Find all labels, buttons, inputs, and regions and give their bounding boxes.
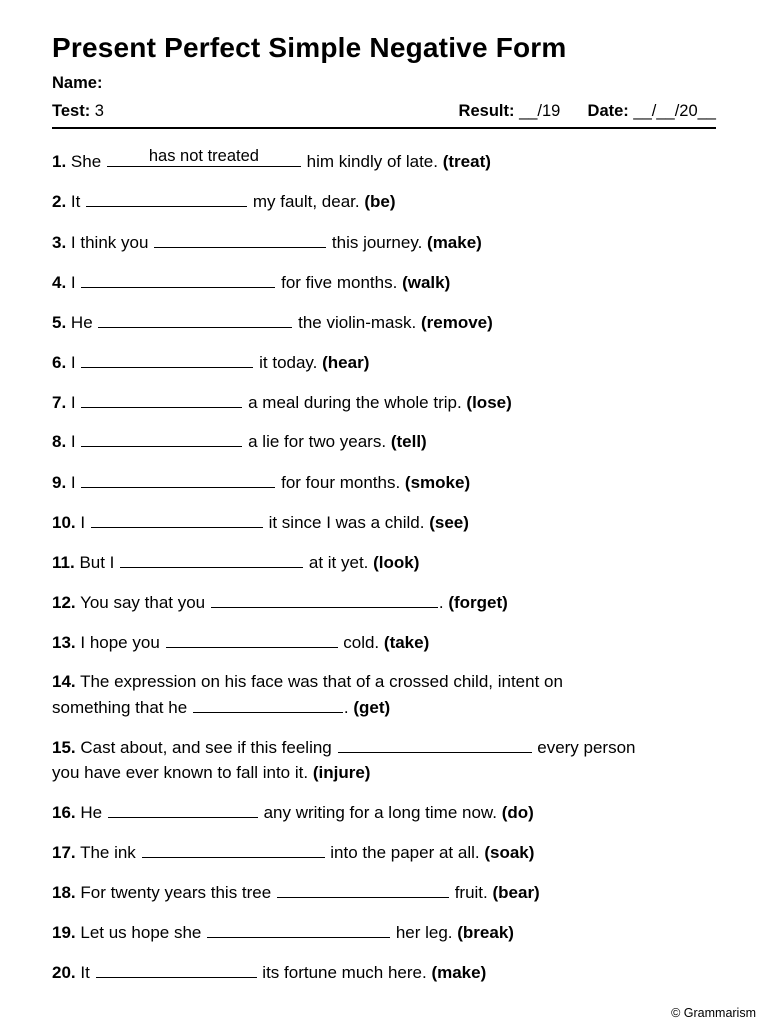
question-text-before: I bbox=[80, 513, 86, 532]
question-12 bbox=[52, 589, 716, 615]
base-verb-hint: (break) bbox=[457, 923, 514, 942]
question-number: 12. bbox=[52, 593, 76, 612]
base-verb-hint: (soak) bbox=[484, 843, 535, 862]
question-number: 7. bbox=[52, 393, 67, 412]
question-20 bbox=[52, 959, 716, 985]
base-verb-hint: (injure) bbox=[312, 763, 371, 782]
question-text-after: a lie for two years. bbox=[248, 432, 387, 451]
question-text-before: I hope you bbox=[80, 633, 160, 652]
question-text-before: You say that you bbox=[80, 593, 206, 612]
question-16 bbox=[52, 799, 716, 825]
question-text-after: its fortune much here. bbox=[262, 963, 427, 982]
question-text-after: every person bbox=[537, 738, 636, 757]
result-date bbox=[459, 102, 716, 121]
question-text-before: It bbox=[70, 192, 81, 211]
base-verb-hint: (tell) bbox=[390, 432, 427, 451]
question-text-after: . bbox=[343, 698, 349, 717]
question-text-after: it today. bbox=[259, 353, 318, 372]
base-verb-hint: (remove) bbox=[420, 313, 493, 332]
question-number: 20. bbox=[52, 963, 76, 982]
question-text-after: for four months. bbox=[281, 473, 401, 492]
answer-blank[interactable] bbox=[142, 839, 325, 858]
question-line-1 bbox=[52, 734, 716, 760]
question-text-before: She bbox=[70, 152, 102, 171]
question-number: 15. bbox=[52, 738, 76, 757]
question-text-before: I bbox=[70, 353, 76, 372]
question-number: 11. bbox=[52, 553, 75, 572]
question-text-after: . bbox=[438, 593, 444, 612]
question-number: 4. bbox=[52, 273, 67, 292]
question-text-after: any writing for a long time now. bbox=[263, 803, 497, 822]
question-number: 5. bbox=[52, 313, 67, 332]
header-divider bbox=[52, 127, 716, 129]
question-text-before: I bbox=[70, 393, 76, 412]
result-value: __/19 bbox=[519, 102, 561, 120]
answer-blank[interactable] bbox=[120, 549, 303, 568]
question-text-after: into the paper at all. bbox=[330, 843, 480, 862]
date-label: Date: bbox=[587, 102, 629, 120]
question-text: The expression on his face was that of a crossed child, intent on bbox=[80, 672, 563, 691]
question-number: 9. bbox=[52, 473, 67, 492]
answer-blank[interactable] bbox=[98, 309, 292, 328]
question-11 bbox=[52, 549, 716, 575]
answer-blank[interactable] bbox=[81, 269, 275, 288]
question-text-after: her leg. bbox=[395, 923, 453, 942]
question-text-after: the violin-mask. bbox=[298, 313, 417, 332]
test-info-row bbox=[52, 102, 716, 124]
question-19 bbox=[52, 919, 716, 945]
answer-blank[interactable] bbox=[154, 229, 326, 248]
question-number: 8. bbox=[52, 432, 67, 451]
base-verb-hint: (take) bbox=[383, 633, 430, 652]
question-1 bbox=[52, 148, 716, 174]
question-number: 14. bbox=[52, 672, 76, 691]
copyright-footer: © Grammarism bbox=[671, 1006, 756, 1020]
question-text-after: it since I was a child. bbox=[268, 513, 425, 532]
question-text-continued: you have ever known to fall into it. bbox=[52, 763, 309, 782]
answer-blank[interactable] bbox=[96, 959, 257, 978]
answer-blank[interactable] bbox=[81, 389, 242, 408]
question-6 bbox=[52, 349, 716, 375]
base-verb-hint: (make) bbox=[427, 233, 482, 252]
answer-blank[interactable] bbox=[108, 799, 258, 818]
question-text-before: For twenty years this tree bbox=[80, 883, 272, 902]
question-15 bbox=[52, 734, 716, 785]
question-text-after: for five months. bbox=[281, 273, 398, 292]
base-verb-hint: (see) bbox=[429, 513, 469, 532]
question-number: 2. bbox=[52, 192, 67, 211]
question-number: 19. bbox=[52, 923, 76, 942]
question-text-after: this journey. bbox=[331, 233, 423, 252]
question-2 bbox=[52, 188, 716, 214]
question-number: 10. bbox=[52, 513, 76, 532]
base-verb-hint: (make) bbox=[431, 963, 487, 982]
answer-blank[interactable] bbox=[91, 509, 263, 528]
answer-blank[interactable] bbox=[81, 469, 275, 488]
base-verb-hint: (forget) bbox=[448, 593, 508, 612]
answer-blank[interactable] bbox=[81, 349, 253, 368]
answer-blank[interactable] bbox=[81, 428, 242, 447]
answer-blank[interactable] bbox=[207, 919, 390, 938]
question-text-before: I think you bbox=[70, 233, 149, 252]
answer-blank[interactable] bbox=[86, 188, 247, 207]
question-17 bbox=[52, 839, 716, 865]
question-number: 13. bbox=[52, 633, 76, 652]
base-verb-hint: (bear) bbox=[492, 883, 540, 902]
page-title: Present Perfect Simple Negative Form bbox=[52, 32, 567, 63]
question-5 bbox=[52, 309, 716, 335]
question-text-before: something that he bbox=[52, 698, 188, 717]
base-verb-hint: (treat) bbox=[442, 152, 491, 171]
question-number: 16. bbox=[52, 803, 76, 822]
question-text-before: I bbox=[70, 473, 76, 492]
question-text-after: my fault, dear. bbox=[252, 192, 360, 211]
test-label: Test: bbox=[52, 102, 91, 120]
test-number bbox=[52, 102, 104, 121]
answer-blank[interactable] bbox=[277, 879, 449, 898]
question-number: 6. bbox=[52, 353, 67, 372]
question-text-before: I bbox=[70, 432, 76, 451]
question-18 bbox=[52, 879, 716, 905]
answer-blank[interactable] bbox=[338, 734, 532, 753]
question-text-before: The ink bbox=[80, 843, 136, 862]
answer-blank[interactable] bbox=[193, 694, 343, 713]
result-label: Result: bbox=[458, 102, 515, 120]
question-text-after: fruit. bbox=[454, 883, 488, 902]
question-text-after: at it yet. bbox=[308, 553, 369, 572]
question-line-2 bbox=[52, 760, 716, 785]
base-verb-hint: (hear) bbox=[322, 353, 370, 372]
answer-blank[interactable] bbox=[166, 629, 338, 648]
date-value: __/__/20__ bbox=[633, 102, 716, 120]
question-7 bbox=[52, 389, 716, 415]
test-value: 3 bbox=[94, 102, 104, 120]
question-text-before: It bbox=[80, 963, 90, 982]
base-verb-hint: (get) bbox=[353, 698, 391, 717]
question-text-after: a meal during the whole trip. bbox=[248, 393, 462, 412]
question-3 bbox=[52, 229, 716, 255]
question-text-after: him kindly of late. bbox=[306, 152, 438, 171]
question-13 bbox=[52, 629, 716, 655]
base-verb-hint: (lose) bbox=[466, 393, 512, 412]
base-verb-hint: (walk) bbox=[402, 273, 451, 292]
base-verb-hint: (be) bbox=[364, 192, 396, 211]
base-verb-hint: (do) bbox=[501, 803, 534, 822]
name-label: Name: bbox=[52, 74, 103, 92]
question-text-before: But I bbox=[79, 553, 115, 572]
question-text-before: Cast about, and see if this feeling bbox=[80, 738, 332, 757]
question-9 bbox=[52, 469, 716, 495]
question-line-2 bbox=[52, 694, 716, 720]
question-text-before: I bbox=[70, 273, 76, 292]
question-number: 3. bbox=[52, 233, 67, 252]
question-text-before: He bbox=[80, 803, 103, 822]
question-text-after: cold. bbox=[343, 633, 380, 652]
question-number: 17. bbox=[52, 843, 76, 862]
answer-text: has not treated bbox=[148, 147, 259, 165]
question-10 bbox=[52, 509, 716, 535]
question-number: 18. bbox=[52, 883, 76, 902]
question-line-1 bbox=[52, 669, 716, 694]
question-text-before: Let us hope she bbox=[80, 923, 202, 942]
answer-blank[interactable] bbox=[107, 148, 301, 167]
question-text-before: He bbox=[70, 313, 93, 332]
base-verb-hint: (look) bbox=[373, 553, 420, 572]
answer-blank[interactable] bbox=[211, 589, 438, 608]
question-8 bbox=[52, 428, 716, 454]
base-verb-hint: (smoke) bbox=[404, 473, 471, 492]
question-number: 1. bbox=[52, 152, 67, 171]
question-14 bbox=[52, 669, 716, 720]
question-4 bbox=[52, 269, 716, 295]
